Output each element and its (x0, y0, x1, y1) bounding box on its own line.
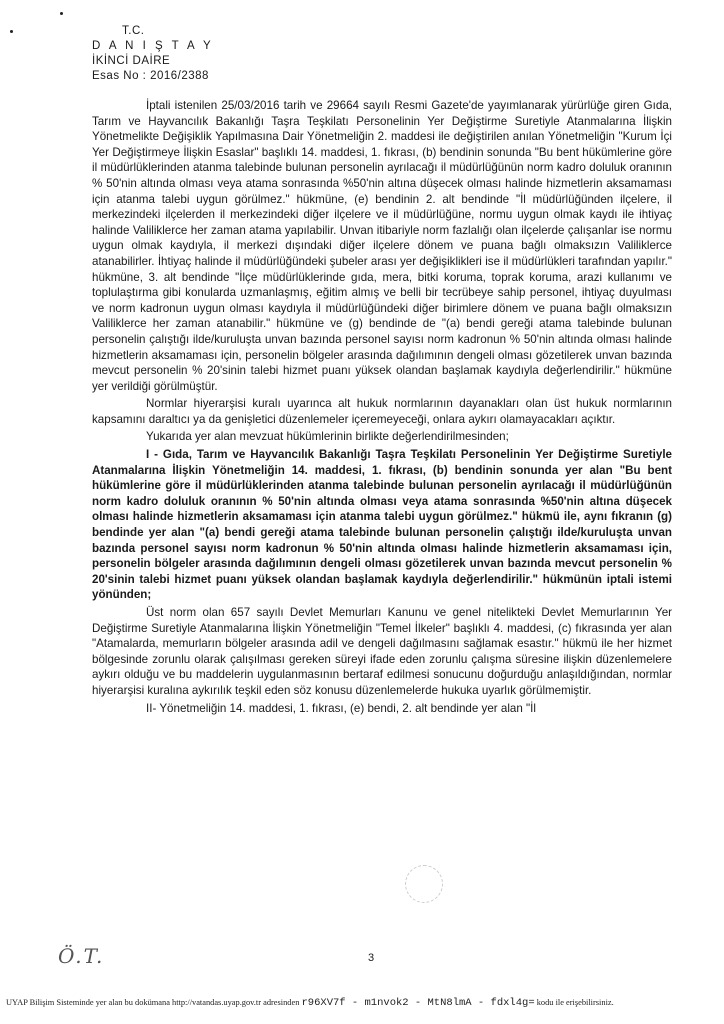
footer-prefix: UYAP Bilişim Sisteminde yer alan bu dokümana http://vatandas.uyap.gov.tr adresinden (6, 998, 300, 1007)
paragraph-bold: I - Gıda, Tarım ve Hayvancılık Bakanlığı Taşra Teşkilatı Personelinin Yer Değiştirme Suretiyle Atanmalarına İlişkin Yönetmeliğin 14. maddesi, 1. fıkrası, (b) bendinin sonunda yer alan "Bu bent hükümlerine göre il müdürlüklerinden atanma talebinde bulunan personelin ayrılacağı il müdürlüğünün norm kadro doluluk oranının % 50'nin altında olması veya atama sonrasında %50'nin altına düşecek olması halinde hizmetlerin aksamaması için atanma talebi uygun görülmez." hükmü ile, aynı fıkranın (g) bendinde yer alan "(a) bendi gereği atama talebinde bulunan personelin çalıştığı ilde/kuruluşta unvan bazında personel sayısı norm kadronun % 50'nin altında olması halinde hizmetlerin aksamaması için, personelin bölgeler arasında dağılımının dengeli olması gözetilerek unvan bazında mevcut personelin % 20'sinin talebi hizmet puanı yüksek olandan başlamak kaydıyla değerlendirilir." hükmünün iptali istemi yönünden; (92, 448, 672, 602)
esas-label: Esas (92, 70, 120, 82)
signature-initials: Ö.T. (58, 944, 105, 968)
paragraph: Normlar hiyerarşisi kuralı uyarınca alt hukuk normlarının dayanakları olan üst hukuk normlarının kapsamını daraltıcı ya da genişletici düzenlemeler içeremeyeceği, onlara aykırı olamayacakları açıktır. (92, 397, 672, 426)
esas-number: No : 2016/2388 (123, 70, 209, 82)
court-name: D A N I Ş T A Y (92, 40, 214, 52)
case-number (92, 69, 214, 84)
footer-code: r96XV7f - m1nvok2 - MtN8lmA - fdxl4g= (301, 997, 535, 1009)
faint-stamp (405, 865, 443, 903)
margin-dot (10, 30, 13, 33)
tc-label: T.C. (122, 25, 145, 37)
paragraph: II- Yönetmeliğin 14. maddesi, 1. fıkrası, (e) bendi, 2. alt bendinde yer alan "İl (146, 701, 536, 715)
footer-suffix: kodu ile erişebilirsiniz. (536, 998, 614, 1007)
document-body (92, 98, 672, 718)
chamber-name: İKİNCİ DAİRE (92, 55, 171, 67)
document-header (92, 24, 214, 84)
paragraph: İptali istenilen 25/03/2016 tarih ve 29664 sayılı Resmi Gazete'de yayımlanarak yürürlüğe giren Gıda, Tarım ve Hayvancılık Bakanlığı Taşra Teşkilatı Personelinin Yer Değiştirme Suretiyle Atanmalarına İlişkin Yönetmelikte Değişiklik Yapılmasına Dair Yönetmeliğin 2. maddesi ile değiştirilen anılan Yönetmeliğin "Kurum İçi Yer Değiştirmeye İlişkin Esaslar" başlıklı 14. maddesi, 1. fıkrası, (b) bendinin sonunda "Bu bent hükümlerine göre il müdürlüklerinden atanma talebinde bulunan personelin ayrılacağı il müdürlüğünün norm kadro doluluk oranının % 50'nin altında olması veya atama sonrasında %50'nin altına düşecek olması halinde hizmetlerin aksamaması için atanma talebi uygun görülmez." hükmüne, (e) bendinin 2. alt bendinde "İl müdürlüğünden ilçelere, il merkezindeki ilçelerden il merkezindeki diğer ilçelere ve il müdürlüğüne, normu uygun olmak kaydı ile ihtiyaç halinde Valiliklerce her zaman atama yapılabilir. Unvan itibariyle norm fazlalığı olan ilçelerde çalışanlar ise normu uygun olmak kaydıyla, il merkezi dışındaki diğer ilçelere dönem ve puana bağlı olmaksızın Valiliklerce atanabilirler. İhtiyaç halinde il müdürlüğündeki şubeler arası yer değişiklikleri ise il müdürlükleri tarafından yapılır." hükmüne, 3. alt bendinde "İlçe müdürlüklerinde gıda, mera, bitki koruma, toprak koruma, arazi kullanımı ve toplulaştırma gibi konularda uzmanlaşmış, eğitim almış ve belli bir tecrübeye sahip personel, ihtiyaç duyulması ve norm kadronun uygun olması kaydıyla il müdürlüğündeki diğer birimlere dönem ve puana bağlı olmaksızın Valiliklerce her zaman atanabilir." hükmüne ve (g) bendinde de "(a) bendi gereği atama talebinde bulunan personelin çalıştığı ilde/kuruluşta unvan bazında personel sayısı norm kadronun % 50'nin altında olması halinde hizmetlerin aksamaması için, personelin bölgeler arasında dağılımının dengeli olması gözetilerek unvan bazında mevcut personelin % 20'sinin talebi hizmet puanı yüksek olandan başlamak kaydıyla değerlendirilir." hükmüne yer verildiği görülmüştür. (92, 99, 672, 393)
uyap-footer (6, 997, 720, 1009)
paragraph: Yukarıda yer alan mevzuat hükümlerinin birlikte değerlendirilmesinden; (146, 430, 509, 444)
paragraph: Üst norm olan 657 sayılı Devlet Memurları Kanunu ve genel nitelikteki Devlet Memurlarının Yer Değiştirme Suretiyle Atanmalarına İlişkin Yönetmeliğin "Temel İlkeler" başlıklı 4. maddesi, (c) fıkrasında yer alan "Atamalarda, memurların bölgeler arasında adil ve dengeli dağılmasını sağlamak esastır." hükmü ile her hizmet bölgesinde zorunlu olarak çalışılması gereken süreyi ifade eden zorunlu çalışma süresine ilişkin düzenlemelere aykırı olduğu ve bu maddelerin uygulanmasının bertaraf edilmesi sonucunu doğurduğu anlaşıldığından, normlar hiyerarşisi kuralına aykırılık teşkil eden söz konusu düzenlemelerde hukuka uyarlık görülmemiştir. (92, 606, 672, 697)
margin-dot (60, 12, 63, 15)
page-number: 3 (368, 952, 375, 964)
